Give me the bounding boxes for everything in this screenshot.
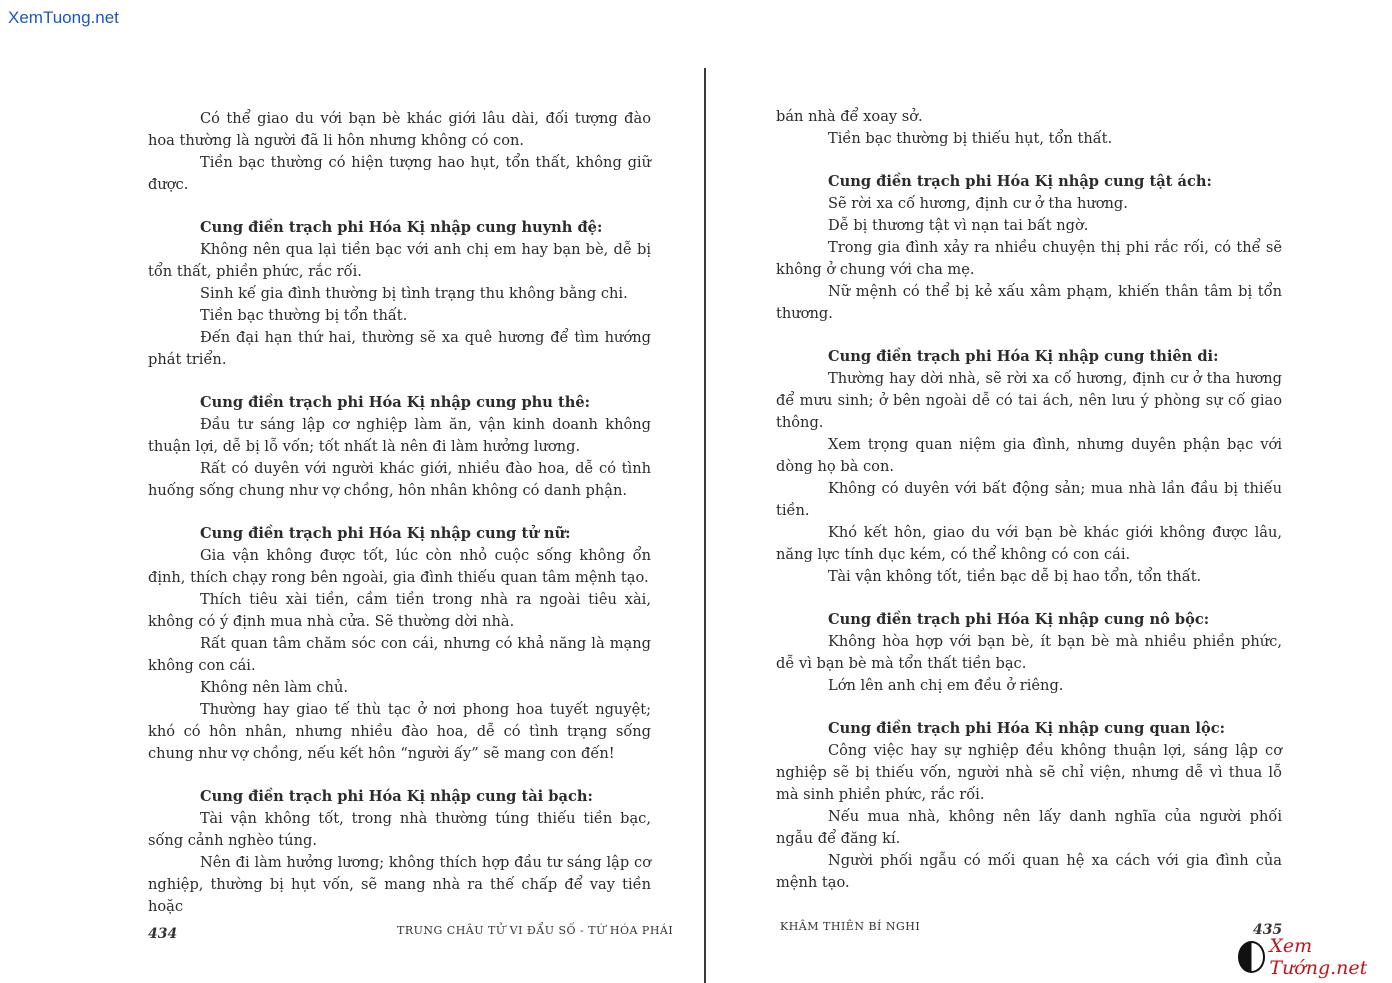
site-logo[interactable]: XemTuong.net: [8, 8, 119, 27]
paragraph: Tiền bạc thường bị tổn thất.: [200, 307, 408, 324]
paragraph: Công việc hay sự nghiệp đều không thuận lợi, sáng lập cơ nghiệp sẽ bị thiếu vốn, người nhà sẽ chỉ viện, nhưng dễ vì thua lỗ mà sinh phiền phức, rắc rối.: [776, 742, 1282, 803]
paragraph: Rất quan tâm chăm sóc con cái, nhưng có khả năng là mạng không con cái.: [148, 635, 651, 674]
paragraph: Sinh kế gia đình thường bị tình trạng thu không bằng chi.: [200, 285, 628, 302]
paragraph: Khó kết hôn, giao du với bạn bè khác giới không được lâu, năng lực tính dục kém, có thể không có con cái.: [776, 524, 1282, 563]
paragraph: Thường hay dời nhà, sẽ rời xa cố hương, định cư ở tha hương để mưu sinh; ở bên ngoài dễ có tai ách, nên lưu ý phòng sự cố giao thông.: [776, 370, 1282, 431]
paragraph: Tiền bạc thường bị thiếu hụt, tổn thất.: [828, 130, 1113, 147]
section-heading: Cung điền trạch phi Hóa Kị nhập cung tài bạch:: [200, 788, 593, 805]
section-heading: Cung điền trạch phi Hóa Kị nhập cung huynh đệ:: [200, 219, 603, 236]
paragraph: Rất có duyên với người khác giới, nhiều đào hoa, dễ có tình huống sống chung như vợ chồng, hôn nhân không có danh phận.: [148, 460, 651, 499]
section-heading: Cung điền trạch phi Hóa Kị nhập cung phu thê:: [200, 394, 590, 411]
paragraph: Xem trọng quan niệm gia đình, nhưng duyên phận bạc với dòng họ bà con.: [776, 436, 1282, 475]
watermark-logo: [1238, 935, 1392, 979]
paragraph: Đầu tư sáng lập cơ nghiệp làm ăn, vận kinh doanh không thuận lợi, dễ bị lỗ vốn; tốt nhất là nên đi làm hưởng lương.: [148, 416, 651, 455]
paragraph: Thích tiêu xài tiền, cầm tiền trong nhà ra ngoài tiêu xài, không có ý định mua nhà cửa. Sẽ thường dời nhà.: [148, 591, 651, 630]
paragraph: Đến đại hạn thứ hai, thường sẽ xa quê hương để tìm hướng phát triển.: [148, 329, 651, 368]
book-spine: [704, 68, 706, 983]
left-page-body: [148, 108, 651, 918]
paragraph: Có thể giao du với bạn bè khác giới lâu dài, đối tượng đào hoa thường là người đã li hôn nhưng không có con.: [148, 110, 651, 149]
paragraph: Không nên làm chủ.: [200, 679, 348, 696]
paragraph: Tài vận không tốt, tiền bạc dễ bị hao tổn, tổn thất.: [828, 568, 1202, 585]
right-page-body: [776, 106, 1282, 894]
watermark-text: Xem Tướng.net: [1269, 935, 1368, 979]
paragraph: Dễ bị thương tật vì nạn tai bất ngờ.: [828, 217, 1089, 234]
paragraph: Không nên qua lại tiền bạc với anh chị em hay bạn bè, dễ bị tổn thất, phiền phức, rắc rối.: [148, 241, 651, 280]
paragraph: Nên đi làm hưởng lương; không thích hợp đầu tư sáng lập cơ nghiệp, thường bị hụt vốn, sẽ mang nhà ra thế chấp để vay tiền hoặc: [148, 854, 651, 915]
right-page-number: 435: [1253, 922, 1283, 938]
paragraph: Tài vận không tốt, trong nhà thường túng thiếu tiền bạc, sống cảnh nghèo túng.: [148, 810, 651, 849]
paragraph: Nếu mua nhà, không nên lấy danh nghĩa của người phối ngẫu để đăng kí.: [776, 808, 1282, 847]
paragraph: Không có duyên với bất động sản; mua nhà lần đầu bị thiếu tiền.: [776, 480, 1282, 519]
section-heading: Cung điền trạch phi Hóa Kị nhập cung nô bộc:: [828, 611, 1210, 628]
paragraph: Người phối ngẫu có mối quan hệ xa cách với gia đình của mệnh tạo.: [776, 852, 1282, 891]
paragraph: Tiền bạc thường có hiện tượng hao hụt, tổn thất, không giữ được.: [148, 154, 651, 193]
section-heading: Cung điền trạch phi Hóa Kị nhập cung tử nữ:: [200, 525, 571, 542]
section-heading: Cung điền trạch phi Hóa Kị nhập cung thiên di:: [828, 348, 1219, 365]
section-heading: Cung điền trạch phi Hóa Kị nhập cung tật ách:: [828, 173, 1212, 190]
left-page-number: 434: [148, 926, 178, 942]
yin-yang-icon: [1238, 941, 1265, 973]
paragraph: Lớn lên anh chị em đều ở riêng.: [828, 677, 1064, 694]
paragraph: Thường hay giao tế thù tạc ở nơi phong hoa tuyết nguyệt; khó có hôn nhân, nhưng nhiều đào hoa, dễ có tình trạng sống chung như vợ chồng, nếu kết hôn “người ấy” sẽ mang con đến!: [148, 701, 651, 762]
left-page-footer: TRUNG CHÂU TỬ VI ĐẨU SỐ - TỨ HÓA PHÁI: [397, 924, 674, 937]
paragraph: Trong gia đình xảy ra nhiều chuyện thị phi rắc rối, có thể sẽ không ở chung với cha mẹ.: [776, 239, 1282, 278]
section-heading: Cung điền trạch phi Hóa Kị nhập cung quan lộc:: [828, 720, 1225, 737]
paragraph: Sẽ rời xa cố hương, định cư ở tha hương.: [828, 195, 1128, 212]
right-page-footer: KHÂM THIÊN BÍ NGHI: [780, 920, 921, 933]
paragraph: bán nhà để xoay sở.: [776, 108, 923, 125]
paragraph: Nữ mệnh có thể bị kẻ xấu xâm phạm, khiến thân tâm bị tổn thương.: [776, 283, 1282, 322]
paragraph: Gia vận không được tốt, lúc còn nhỏ cuộc sống không ổn định, thích chạy rong bên ngoài, gia đình thiếu quan tâm mệnh tạo.: [148, 547, 651, 586]
paragraph: Không hòa hợp với bạn bè, ít bạn bè mà nhiều phiền phức, dễ vì bạn bè mà tổn thất tiền bạc.: [776, 633, 1282, 672]
